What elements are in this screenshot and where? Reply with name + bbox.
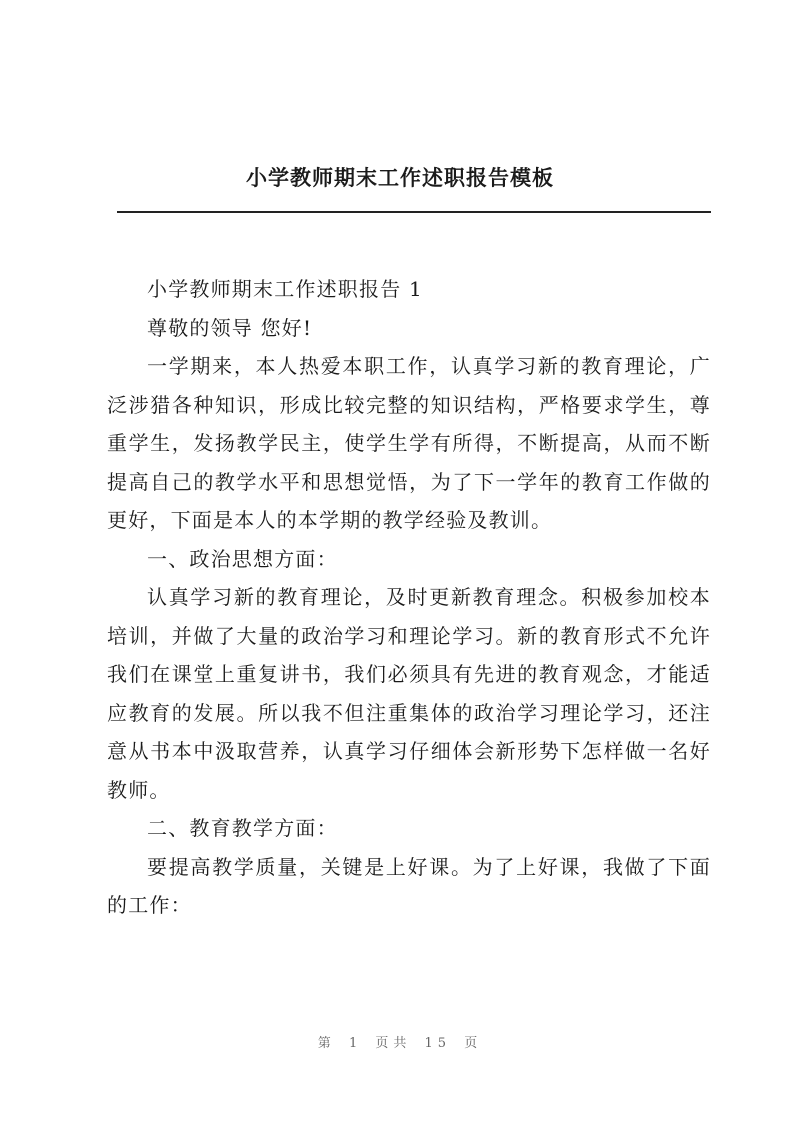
footer-middle: 页共 bbox=[375, 1036, 412, 1051]
section-heading-political: 一、政治思想方面： bbox=[147, 546, 338, 571]
document-body bbox=[107, 270, 711, 925]
intro-paragraph: 一学期来，本人热爱本职工作，认真学习新的教育理论，广泛涉猎各种知识，形成比较完整的知识结构，严格要求学生，尊重学生，发扬教学民主，使学生学有所得，不断提高，从而不断提高自己的教学水平和思想觉悟，为了下一学年的教育工作做的更好，下面是本人的本学期的教学经验及教训。 bbox=[107, 354, 711, 532]
political-paragraph: 认真学习新的教育理论，及时更新教育理念。积极参加校本培训，并做了大量的政治学习和理论学习。新的教育形式不允许我们在课堂上重复讲书，我们必须具有先进的教育观念，才能适应教育的发展。所以我不但注重集体的政治学习理论学习，还注意从书本中汲取营养，认真学习仔细体会新形势下怎样做一名好教师。 bbox=[107, 585, 711, 802]
footer-current-page: 1 bbox=[348, 1036, 363, 1051]
salutation: 尊敬的领导 您好! bbox=[147, 315, 313, 340]
title-underline bbox=[117, 211, 711, 213]
page-number-footer bbox=[0, 1032, 800, 1051]
footer-total-pages: 15 bbox=[424, 1036, 452, 1051]
footer-suffix: 页 bbox=[464, 1036, 483, 1051]
teaching-paragraph: 要提高教学质量，关键是上好课。为了上好课，我做了下面的工作： bbox=[107, 854, 711, 917]
report-heading: 小学教师期末工作述职报告 1 bbox=[147, 277, 423, 301]
document-title: 小学教师期末工作述职报告模板 bbox=[246, 165, 554, 190]
footer-prefix: 第 bbox=[317, 1036, 336, 1051]
section-heading-teaching: 二、教育教学方面： bbox=[147, 816, 338, 840]
